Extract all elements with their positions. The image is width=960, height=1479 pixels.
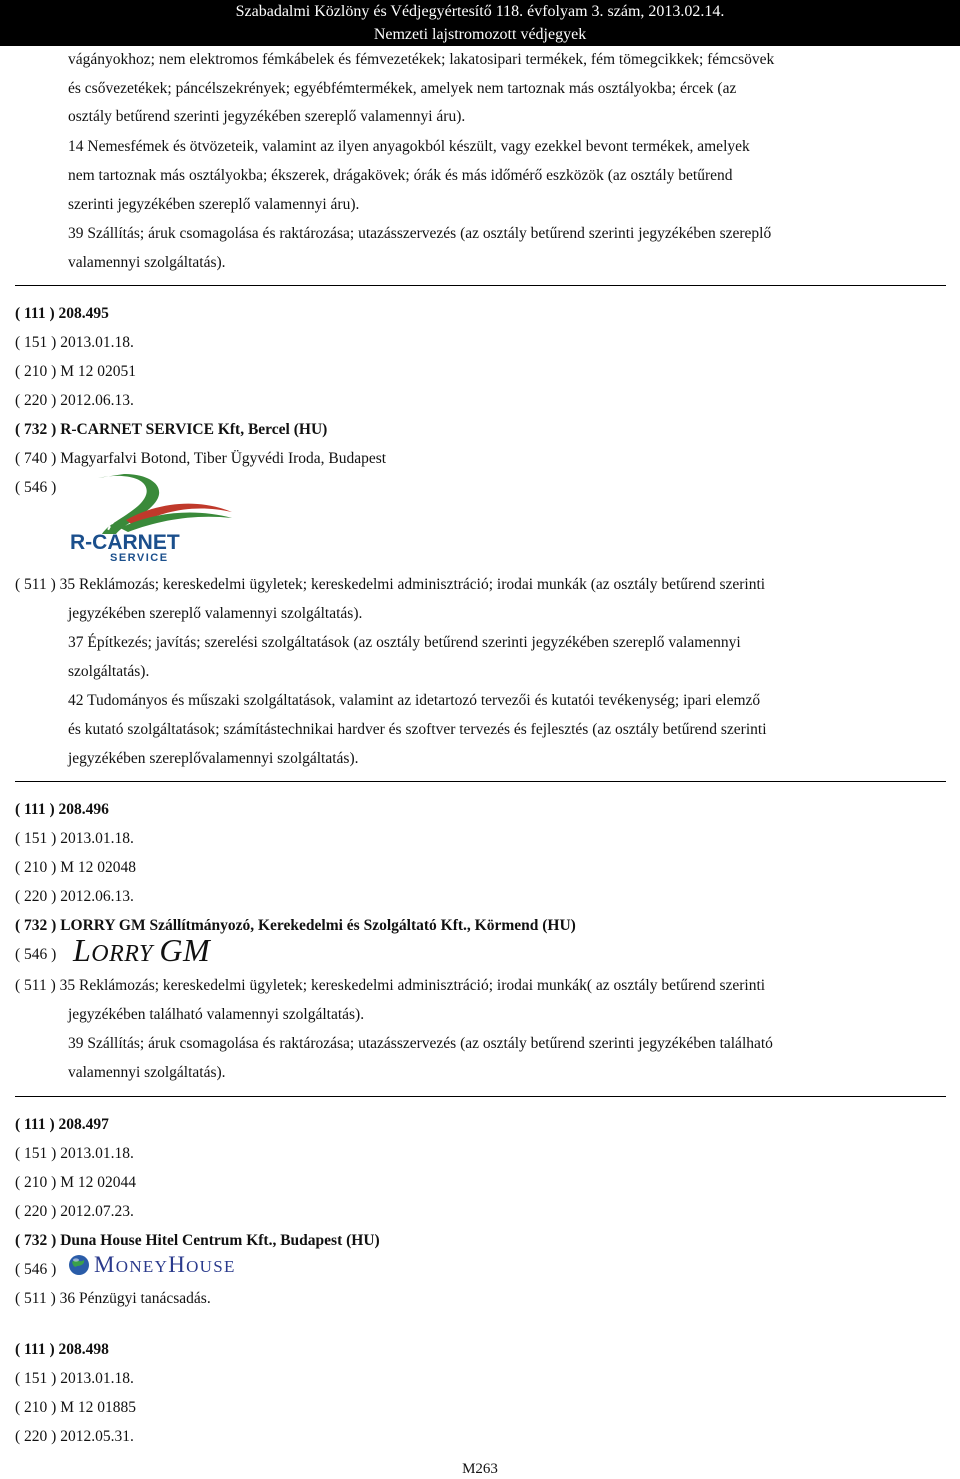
intro-line: 14 Nemesfémek és ötvözeteik, valamint az ilyen anyagokból készült, vagy ezekkel bevont termékek, amelyek <box>68 138 750 155</box>
logo-text-main: R-CARNET <box>70 531 180 554</box>
holder: ( 732 ) R-CARNET SERVICE Kft, Bercel (HU) <box>15 421 328 438</box>
application-number: ( 210 ) M 12 02048 <box>15 859 136 876</box>
mark-label: ( 546 ) <box>15 479 57 496</box>
goods-services: ( 511 ) 35 Reklámozás; kereskedelmi ügyletek; kereskedelmi adminisztráció; irodai munkák( az osztály betűrend szerinti <box>15 977 766 994</box>
lorry-gm-logo <box>73 932 211 969</box>
intro-line: osztály betűrend szerinti jegyzékében szereplő valamennyi áru). <box>68 108 466 125</box>
holder: ( 732 ) LORRY GM Szállítmányozó, Kerekedelmi és Szolgáltató Kft., Körmend (HU) <box>15 917 576 934</box>
goods-services: 37 Építkezés; javítás; szerelési szolgáltatások (az osztály betűrend szerinti jegyzékében szereplő valamennyi <box>68 634 741 651</box>
intro-line: és csővezetékek; páncélszekrények; egyébfémtermékek, amelyek nem tartoznak más osztályokba; ércek (az <box>68 80 737 97</box>
section-divider <box>15 781 946 782</box>
logo-gm: GM <box>159 932 211 968</box>
goods-services: szolgáltatás). <box>68 663 150 680</box>
section-divider <box>15 285 946 286</box>
registration-date: ( 151 ) 2013.01.18. <box>15 334 134 351</box>
goods-services: és kutató szolgáltatások; számítástechnikai hardver és szoftver tervezés és fejlesztés (az osztály betűrend szerinti <box>68 721 767 738</box>
intro-line: nem tartoznak más osztályokba; ékszerek, drágakövek; órák és más időmérő eszközök (az osztály betűrend <box>68 167 733 184</box>
journal-title: Szabadalmi Közlöny és Védjegyértesítő 118. évfolyam 3. szám, 2013.02.14. <box>235 3 725 20</box>
goods-services: jegyzékében található valamennyi szolgáltatás). <box>68 1006 365 1023</box>
mark-label: ( 546 ) <box>15 946 57 963</box>
application-number: ( 210 ) M 12 02044 <box>15 1174 136 1191</box>
globe-icon <box>68 1254 90 1276</box>
intro-line: szerinti jegyzékében szereplő valamennyi áru). <box>68 196 360 213</box>
logo-rest: ORRY <box>91 941 160 967</box>
filing-date: ( 220 ) 2012.06.13. <box>15 888 134 905</box>
goods-services: ( 511 ) 36 Pénzügyi tanácsadás. <box>15 1290 211 1307</box>
goods-services: ( 511 ) 35 Reklámozás; kereskedelmi ügyletek; kereskedelmi adminisztráció; irodai munkák (az osztály betűrend szerinti <box>15 576 766 593</box>
application-number: ( 210 ) M 12 01885 <box>15 1399 136 1416</box>
holder: ( 732 ) Duna House Hitel Centrum Kft., Budapest (HU) <box>15 1232 380 1249</box>
representative: ( 740 ) Magyarfalvi Botond, Tiber Ügyvédi Iroda, Budapest <box>15 450 387 467</box>
filing-date: ( 220 ) 2012.07.23. <box>15 1203 134 1220</box>
goods-services: 42 Tudományos és műszaki szolgáltatások, valamint az idetartozó tervezői és kutatói tevékenység; ipari elemző <box>68 692 761 709</box>
goods-services: jegyzékében szereplő valamennyi szolgáltatás). <box>68 605 363 622</box>
intro-line: vágányokhoz; nem elektromos fémkábelek és fémvezetékek; lakatosipari termékek, fém tömegcikkek; fémcsövek <box>68 51 775 68</box>
goods-services: jegyzékében szereplővalamennyi szolgáltatás). <box>68 750 359 767</box>
page-number: M263 <box>462 1461 498 1477</box>
goods-services: valamennyi szolgáltatás). <box>68 1064 226 1081</box>
logo-wordmark: MONEYHOUSE <box>94 1252 236 1277</box>
section-divider <box>15 1096 946 1097</box>
registration-number: ( 111 ) 208.495 <box>15 305 109 322</box>
registration-date: ( 151 ) 2013.01.18. <box>15 830 134 847</box>
registration-number: ( 111 ) 208.496 <box>15 801 109 818</box>
filing-date: ( 220 ) 2012.06.13. <box>15 392 134 409</box>
registration-date: ( 151 ) 2013.01.18. <box>15 1145 134 1162</box>
page-header <box>0 0 960 46</box>
intro-line: valamennyi szolgáltatás). <box>68 254 226 271</box>
application-number: ( 210 ) M 12 02051 <box>15 363 136 380</box>
registration-number: ( 111 ) 208.498 <box>15 1341 109 1358</box>
registration-number: ( 111 ) 208.497 <box>15 1116 109 1133</box>
logo-initial: L <box>73 932 92 968</box>
section-title: Nemzeti lajstromozott védjegyek <box>373 26 587 43</box>
r-carnet-logo <box>68 472 234 564</box>
goods-services: 39 Szállítás; áruk csomagolása és raktározása; utazásszervezés (az osztály betűrend szerinti jegyzékében található <box>68 1035 773 1052</box>
intro-line: 39 Szállítás; áruk csomagolása és raktározása; utazásszervezés (az osztály betűrend szerinti jegyzékében szereplő <box>68 225 772 242</box>
logo-text-sub: SERVICE <box>110 552 169 564</box>
filing-date: ( 220 ) 2012.05.31. <box>15 1428 134 1445</box>
mark-label: ( 546 ) <box>15 1261 57 1278</box>
registration-date: ( 151 ) 2013.01.18. <box>15 1370 134 1387</box>
